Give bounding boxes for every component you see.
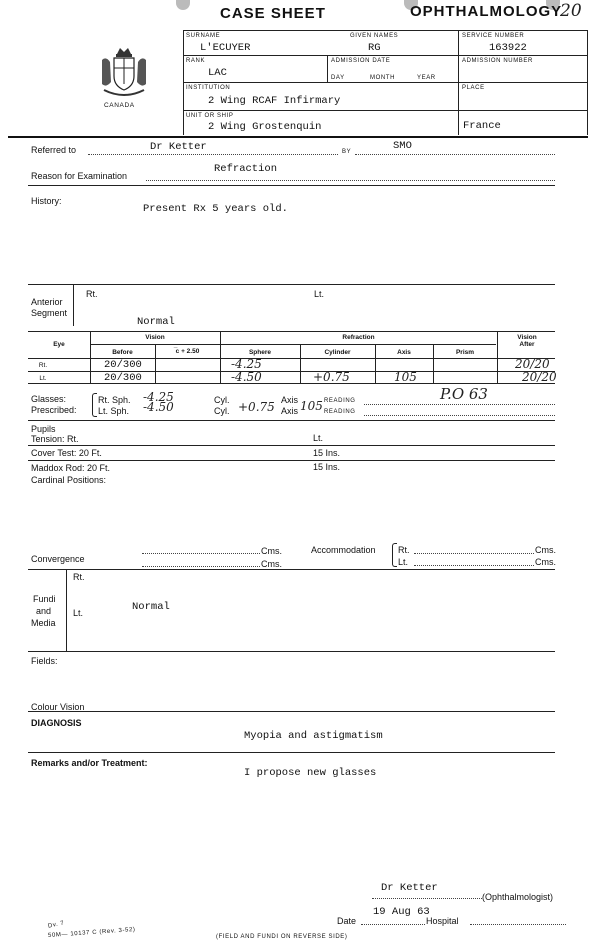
hospital-label: Hospital bbox=[426, 916, 459, 926]
vision-after-header: Vision After bbox=[517, 334, 537, 348]
fundi-label-3: Media bbox=[31, 618, 56, 628]
lt-axis-label: Axis bbox=[281, 406, 299, 416]
maddox-label: Maddox Rod: 20 Ft. bbox=[31, 463, 111, 473]
given-names-label: GIVEN NAMES bbox=[350, 33, 399, 39]
remarks-label: Remarks and/or Treatment: bbox=[31, 758, 148, 768]
country-label: CANADA bbox=[104, 102, 135, 109]
place-value: France bbox=[463, 120, 501, 132]
reverse-side-note: (FIELD AND FUNDI ON REVERSE SIDE) bbox=[216, 934, 348, 940]
remarks-text: I propose new glasses bbox=[244, 767, 377, 779]
grid-line bbox=[327, 55, 328, 82]
fundi-lt: Lt. bbox=[73, 608, 84, 618]
dotted-line bbox=[470, 924, 566, 925]
row-rt-eye: Rt. bbox=[38, 362, 48, 369]
cover-test-ins: 15 Ins. bbox=[313, 448, 341, 458]
row-rt-before: 20/300 bbox=[104, 359, 142, 371]
form-code-2: 50M— 10137 C (Rev. 3-52) bbox=[47, 926, 136, 940]
signature-mark: P.O 63 bbox=[440, 385, 488, 403]
lt-cyl-value: +0.75 bbox=[238, 400, 275, 414]
refraction-table bbox=[28, 331, 555, 383]
place-label: PLACE bbox=[462, 85, 485, 91]
fundi-rt: Rt. bbox=[73, 572, 85, 582]
page-number: 20 bbox=[560, 1, 582, 21]
given-names-value: RG bbox=[368, 42, 381, 54]
institution-label: INSTITUTION bbox=[186, 85, 231, 91]
divider bbox=[28, 445, 555, 446]
grid-line bbox=[587, 30, 588, 135]
grid-line bbox=[458, 30, 459, 135]
dotted-line bbox=[414, 553, 534, 554]
history-label: History: bbox=[31, 196, 62, 206]
maddox-ins: 15 Ins. bbox=[313, 462, 341, 472]
diagnosis-text: Myopia and astigmatism bbox=[244, 730, 383, 742]
divider bbox=[28, 569, 555, 570]
pupils-label: Pupils bbox=[31, 424, 56, 434]
doctor-signature: Dr Ketter bbox=[381, 882, 438, 894]
fundi-label-1: Fundi bbox=[33, 594, 56, 604]
sphere-header: Sphere bbox=[248, 349, 272, 356]
rt-axis-label: Axis bbox=[281, 395, 299, 405]
grid-line bbox=[183, 30, 184, 135]
anterior-lt-label: Lt. bbox=[314, 289, 325, 299]
dotted-line bbox=[142, 553, 260, 554]
prism-header: Prism bbox=[455, 349, 475, 356]
row-lt-eye: Lt. bbox=[39, 375, 47, 382]
colour-vision-label: Colour Vision bbox=[31, 702, 85, 712]
row-lt-before: 20/300 bbox=[104, 372, 142, 384]
rank-label: RANK bbox=[186, 58, 206, 64]
diagnosis-label: DIAGNOSIS bbox=[31, 718, 82, 728]
accommodation-cms-lt: Cms. bbox=[535, 557, 556, 567]
form-code-1: Dv. 7 bbox=[47, 920, 66, 930]
header bbox=[0, 0, 600, 140]
lt-reading-label: READING bbox=[324, 409, 356, 415]
refraction-header: Refraction bbox=[342, 334, 375, 341]
surname-label: SURNAME bbox=[186, 33, 221, 39]
row-lt-axis: 105 bbox=[394, 370, 417, 384]
convergence-label: Convergence bbox=[31, 554, 85, 564]
anterior-rt-label: Rt. bbox=[86, 289, 98, 299]
vision-header: Vision bbox=[145, 334, 165, 341]
glasses-label: Glasses: bbox=[31, 394, 67, 404]
rank-value: LAC bbox=[208, 67, 227, 79]
convergence-cms-2: Cms. bbox=[261, 559, 282, 569]
department-title: OPHTHALMOLOGY bbox=[410, 3, 563, 20]
service-number-value: 163922 bbox=[489, 42, 527, 54]
row-lt-after: 20/20 bbox=[522, 370, 557, 384]
table-border bbox=[497, 331, 498, 383]
lt-axis-value: 105 bbox=[300, 399, 323, 413]
grid-line bbox=[183, 82, 588, 83]
case-sheet-title: CASE SHEET bbox=[220, 5, 326, 22]
row-rt-after: 20/20 bbox=[515, 357, 550, 371]
grid-line bbox=[183, 30, 588, 31]
bracket-line bbox=[66, 569, 67, 651]
table-border bbox=[90, 344, 496, 345]
anterior-label-2: Segment bbox=[31, 308, 68, 318]
divider bbox=[28, 185, 555, 186]
fields-label: Fields: bbox=[31, 656, 58, 666]
accommodation-rt: Rt. bbox=[398, 545, 410, 555]
lt-sph-value: -4.50 bbox=[143, 400, 174, 414]
table-border bbox=[28, 331, 555, 332]
dotted-line bbox=[364, 404, 555, 405]
prescribed-label: Prescribed: bbox=[31, 405, 77, 415]
axis-header: Axis bbox=[397, 349, 411, 356]
accommodation-brace bbox=[392, 543, 397, 567]
grid-line bbox=[183, 55, 588, 56]
referred-to-label: Referred to bbox=[31, 145, 77, 155]
divider bbox=[28, 460, 555, 461]
divider bbox=[28, 651, 555, 652]
rt-cyl-label: Cyl. bbox=[214, 395, 230, 405]
date-value: 19 Aug 63 bbox=[373, 906, 430, 918]
tension-label: Tension: Rt. bbox=[31, 434, 79, 444]
unit-value: 2 Wing Grostenquin bbox=[208, 121, 322, 133]
by-label: BY bbox=[342, 149, 352, 155]
anterior-label-1: Anterior bbox=[31, 297, 63, 307]
divider bbox=[8, 136, 588, 138]
rt-reading-label: READING bbox=[324, 398, 356, 404]
accommodation-lt: Lt. bbox=[398, 557, 409, 567]
dotted-line bbox=[414, 565, 534, 566]
tension-lt-label: Lt. bbox=[313, 433, 324, 443]
row-rt-sphere: -4.25 bbox=[231, 357, 262, 371]
fundi-finding: Normal bbox=[132, 601, 170, 613]
divider bbox=[28, 284, 555, 285]
rt-sph-value: -4.25 bbox=[143, 390, 174, 404]
dotted-line bbox=[88, 154, 338, 155]
bracket-line bbox=[73, 284, 74, 326]
cover-test-label: Cover Test: 20 Ft. bbox=[31, 448, 102, 458]
reason-label: Reason for Examination bbox=[31, 171, 128, 181]
year-label: YEAR bbox=[417, 75, 436, 81]
dotted-line bbox=[142, 566, 260, 567]
cylinder-header: Cylinder bbox=[324, 349, 351, 356]
grid-line bbox=[183, 110, 588, 111]
month-label: MONTH bbox=[370, 75, 395, 81]
service-number-label: SERVICE NUMBER bbox=[462, 33, 525, 39]
prescription-brace bbox=[92, 393, 97, 417]
history-value: Present Rx 5 years old. bbox=[143, 203, 288, 215]
fundi-label-2: and bbox=[36, 606, 52, 616]
by-value: SMO bbox=[393, 140, 412, 152]
lt-cyl-label: Cyl. bbox=[214, 406, 230, 416]
rt-sph-label: Rt. Sph. bbox=[98, 395, 131, 405]
dotted-line bbox=[372, 898, 482, 899]
ophthalmologist-label: (Ophthalmologist) bbox=[482, 892, 554, 902]
accommodation-cms-rt: Cms. bbox=[535, 545, 556, 555]
dotted-line bbox=[355, 154, 555, 155]
day-label: DAY bbox=[331, 75, 345, 81]
admission-date-label: ADMISSION DATE bbox=[331, 58, 391, 64]
unit-label: UNIT OR SHIP bbox=[186, 113, 234, 119]
punch-hole bbox=[176, 0, 190, 10]
divider bbox=[28, 420, 555, 421]
row-lt-sphere: -4.50 bbox=[231, 370, 262, 384]
pinhole-header: ̅c + 2.50 bbox=[175, 348, 200, 355]
accommodation-label: Accommodation bbox=[311, 545, 376, 555]
anterior-finding: Normal bbox=[137, 316, 175, 328]
convergence-cms-1: Cms. bbox=[261, 546, 282, 556]
cardinal-label: Cardinal Positions: bbox=[31, 475, 107, 485]
row-lt-cylinder: +0.75 bbox=[313, 370, 350, 384]
lt-sph-label: Lt. Sph. bbox=[98, 406, 130, 416]
dotted-line bbox=[146, 180, 555, 181]
reason-value: Refraction bbox=[214, 163, 278, 175]
canada-coat-of-arms-icon bbox=[96, 44, 152, 104]
admission-number-label: ADMISSION NUMBER bbox=[462, 58, 533, 64]
divider bbox=[28, 711, 555, 712]
divider bbox=[28, 752, 555, 753]
date-label: Date bbox=[337, 916, 357, 926]
institution-value: 2 Wing RCAF Infirmary bbox=[208, 95, 341, 107]
dotted-line bbox=[364, 415, 555, 416]
dotted-line bbox=[361, 924, 425, 925]
eye-header: Eye bbox=[53, 341, 65, 348]
before-header: Before bbox=[112, 349, 133, 356]
referred-to-value: Dr Ketter bbox=[150, 141, 207, 153]
surname-value: L'ECUYER bbox=[200, 42, 251, 54]
